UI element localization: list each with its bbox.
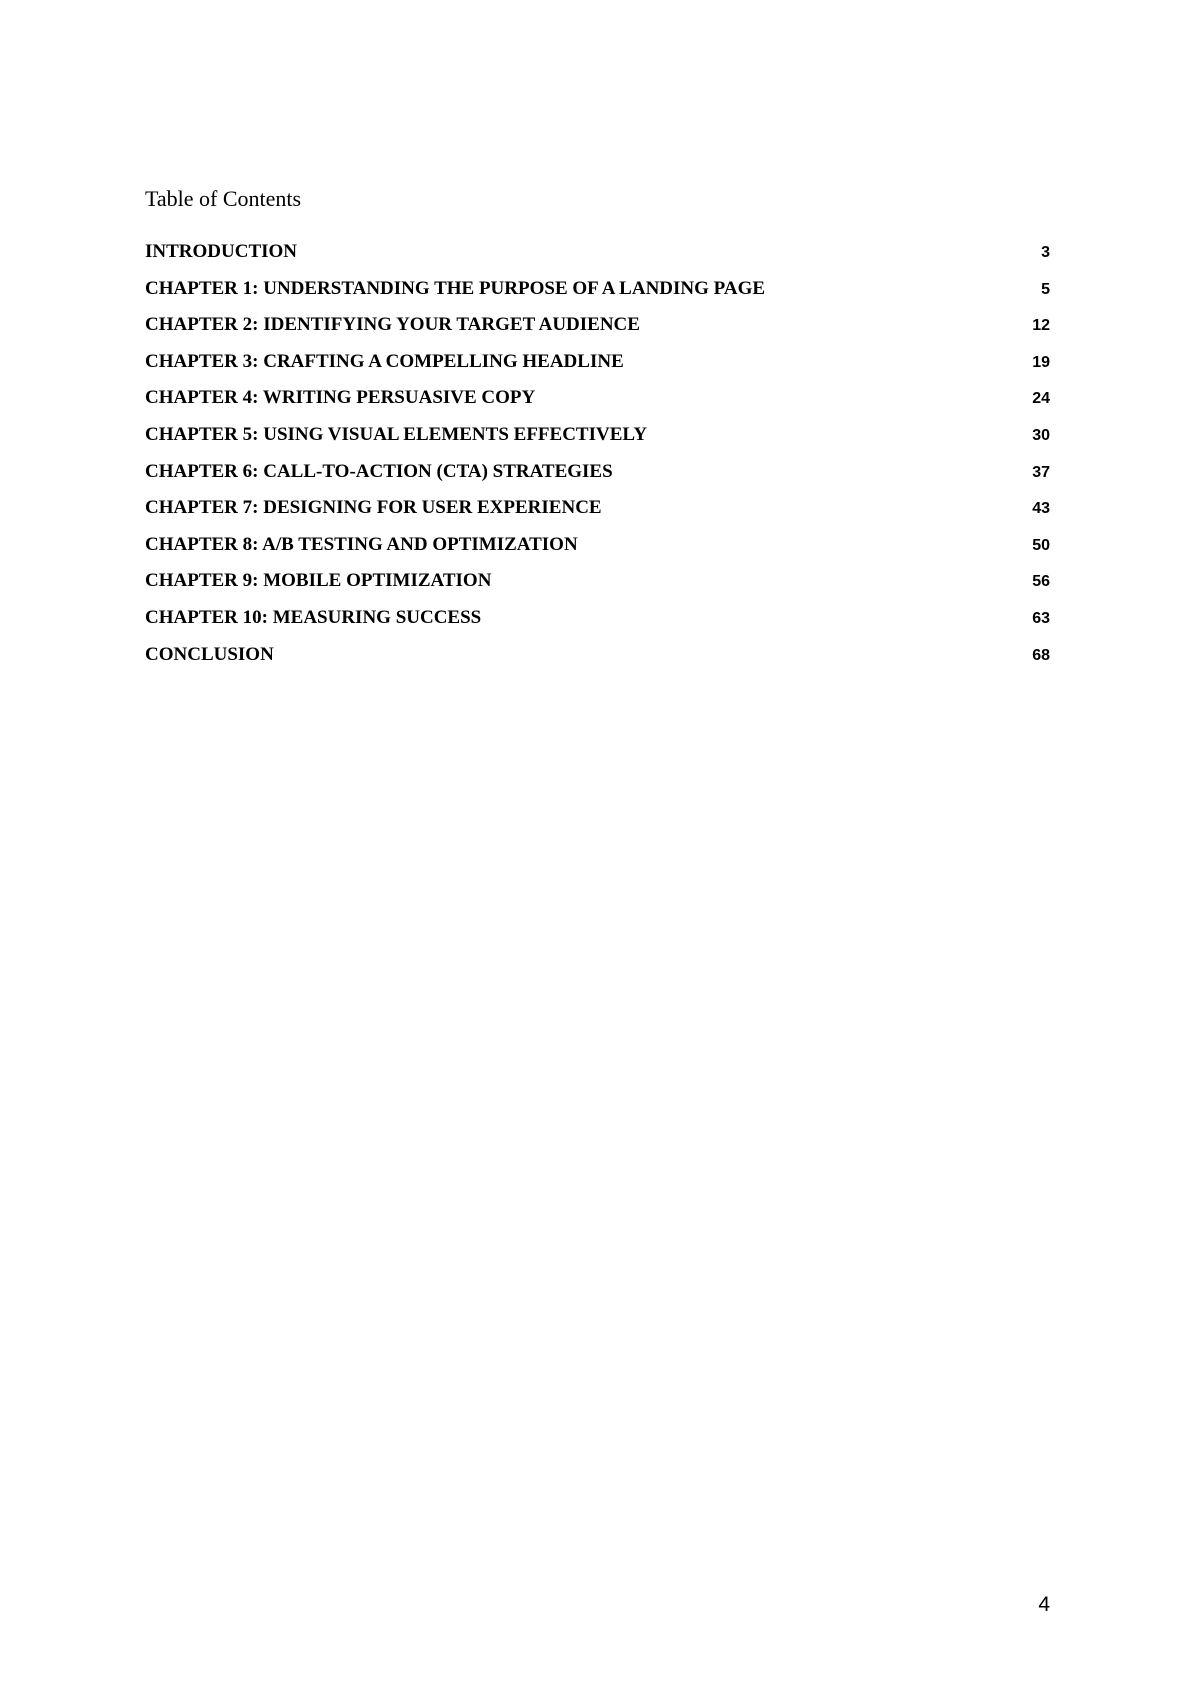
toc-entry-label: CHAPTER 4: WRITING PERSUASIVE COPY [145, 387, 536, 409]
toc-entry-label: INTRODUCTION [145, 241, 298, 262]
toc-entry-label: CHAPTER 6: CALL-TO-ACTION (CTA) STRATEGIES [145, 460, 613, 482]
toc-entry-chapter-4[interactable] [145, 386, 1050, 423]
toc-entry-page: 5 [1041, 280, 1050, 298]
toc-entry-page: 37 [1032, 463, 1050, 481]
toc-entry-label: CHAPTER 7: DESIGNING FOR USER EXPERIENCE [145, 497, 602, 519]
toc-entry-label: CHAPTER 10: MEASURING SUCCESS [145, 606, 482, 628]
toc-entry-chapter-5[interactable] [145, 423, 1050, 460]
toc-entry-page: 50 [1032, 536, 1050, 554]
toc-entry-label: CHAPTER 8: A/B TESTING AND OPTIMIZATION [145, 533, 578, 555]
toc-entry-page: 19 [1032, 353, 1050, 371]
toc-entry-chapter-9[interactable] [145, 569, 1050, 606]
toc-entry-label: CHAPTER 3: CRAFTING A COMPELLING HEADLINE [145, 350, 624, 372]
toc-entry-chapter-1[interactable] [145, 277, 1050, 314]
toc-entry-page: 30 [1032, 426, 1050, 444]
toc-entry-label: CHAPTER 5: USING VISUAL ELEMENTS EFFECTIVELY [145, 423, 648, 445]
toc-entry-page: 24 [1032, 390, 1050, 408]
toc-entry-chapter-8[interactable] [145, 533, 1050, 570]
toc-entry-page: 63 [1032, 609, 1050, 627]
toc-entry-introduction[interactable] [145, 240, 1050, 277]
toc-list [145, 240, 1050, 679]
toc-entry-chapter-7[interactable] [145, 496, 1050, 533]
toc-entry-label: CHAPTER 9: MOBILE OPTIMIZATION [145, 570, 492, 592]
page-number: 4 [1038, 1593, 1050, 1616]
toc-entry-page: 56 [1032, 573, 1050, 591]
toc-title: Table of Contents [145, 186, 302, 211]
toc-entry-chapter-3[interactable] [145, 350, 1050, 387]
toc-entry-chapter-10[interactable] [145, 606, 1050, 643]
toc-entry-chapter-2[interactable] [145, 313, 1050, 350]
toc-entry-label: CONCLUSION [145, 643, 274, 665]
toc-entry-label: CHAPTER 2: IDENTIFYING YOUR TARGET AUDIENCE [145, 314, 640, 336]
toc-entry-page: 43 [1032, 500, 1050, 518]
toc-entry-page: 68 [1032, 646, 1050, 664]
toc-entry-label: CHAPTER 1: UNDERSTANDING THE PURPOSE OF A LANDING PAGE [145, 277, 766, 299]
toc-entry-page: 12 [1032, 317, 1050, 335]
toc-entry-chapter-6[interactable] [145, 460, 1050, 497]
toc-entry-conclusion[interactable] [145, 643, 1050, 680]
toc-entry-page: 3 [1041, 244, 1050, 261]
